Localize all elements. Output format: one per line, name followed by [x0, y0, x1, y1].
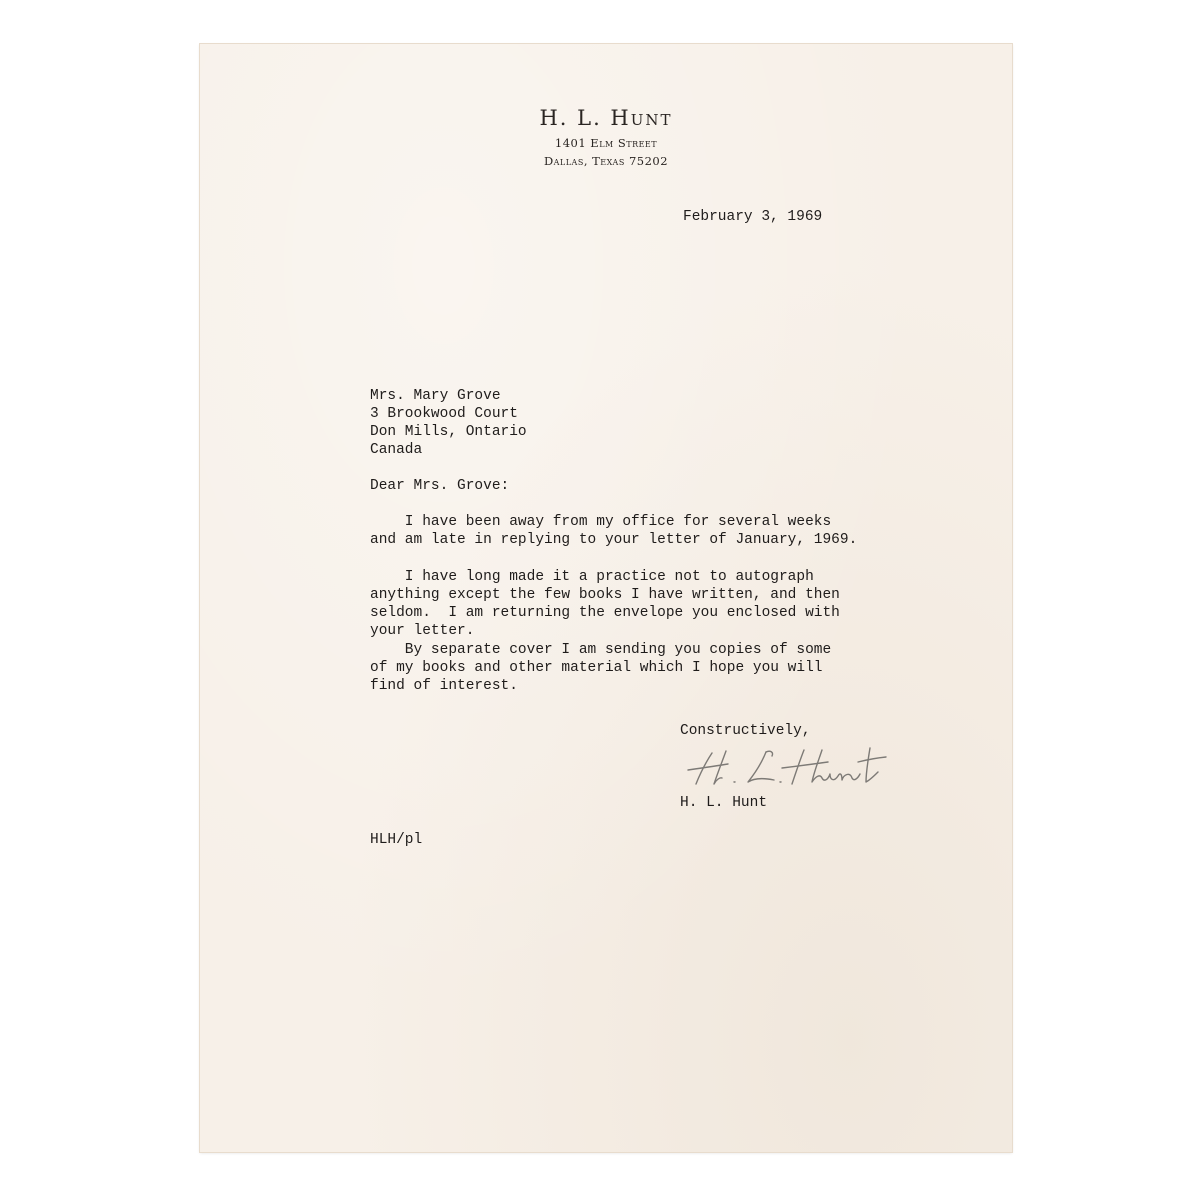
body-line: seldom. I am returning the envelope you enclosed with: [370, 605, 840, 621]
body-line: I have been away from my office for several weeks: [370, 514, 832, 530]
body-paragraph: [370, 641, 831, 695]
body-line: of my books and other material which I hope you will: [370, 660, 823, 676]
closing: Constructively,: [680, 723, 811, 739]
signed-name: H. L. Hunt: [680, 795, 768, 811]
body-line: find of interest.: [370, 678, 518, 694]
recipient-name: Mrs. Mary Grove: [370, 388, 501, 404]
body-line: and am late in replying to your letter of January, 1969.: [370, 532, 858, 548]
letter-sheet: [200, 44, 1012, 1152]
recipient-city: Don Mills, Ontario: [370, 424, 527, 440]
handwritten-signature: [682, 744, 897, 790]
reference-initials: HLH/pl: [370, 832, 423, 848]
body-paragraph: [370, 568, 840, 640]
body-line: anything except the few books I have written, and then: [370, 587, 840, 603]
letterhead-name: H. L. Hunt: [539, 106, 673, 130]
body-line: your letter.: [370, 623, 475, 639]
letterhead-street: 1401 Elm Street: [554, 136, 658, 150]
recipient-country: Canada: [370, 442, 423, 458]
signature-drawing: [682, 744, 897, 790]
letterhead-city: Dallas, Texas 75202: [543, 154, 669, 168]
recipient-street: 3 Brookwood Court: [370, 406, 518, 422]
body-line: By separate cover I am sending you copies of some: [370, 642, 832, 658]
salutation: Dear Mrs. Grove:: [370, 478, 510, 494]
body-line: I have long made it a practice not to autograph: [370, 569, 814, 585]
body-paragraph: [370, 513, 857, 549]
letter-date: February 3, 1969: [683, 209, 823, 225]
